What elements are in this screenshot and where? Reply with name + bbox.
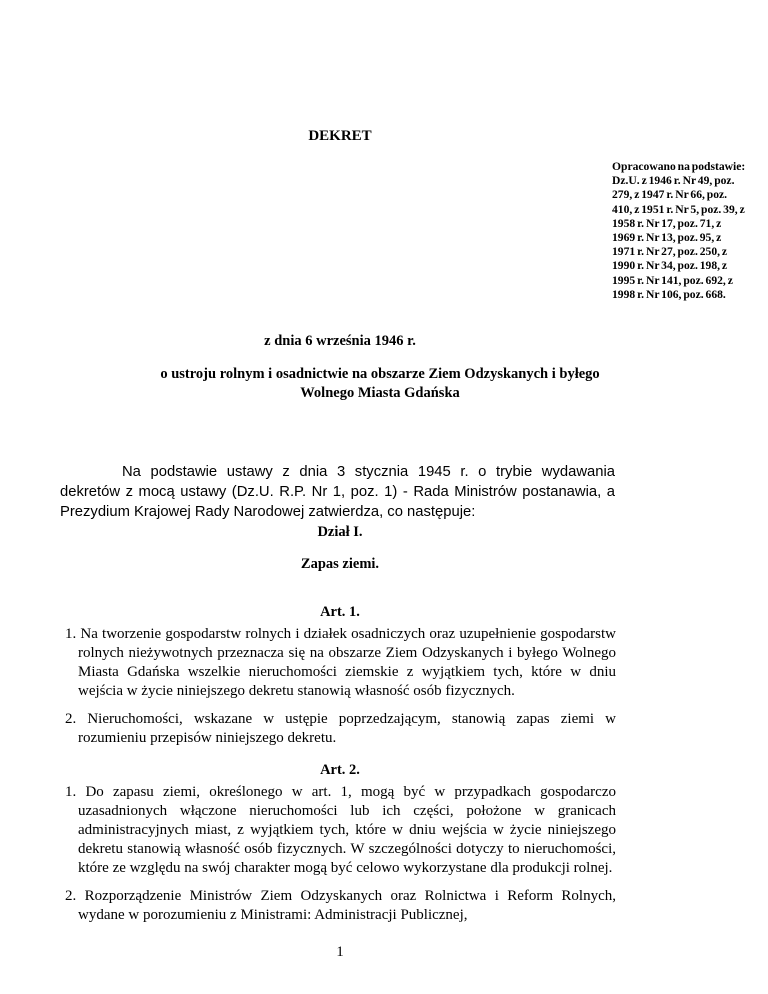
subject-line-1: o ustroju rolnym i osadnictwie na obszarze Ziem Odzyskanych i byłego — [160, 366, 600, 382]
article-1-paragraph-2: 2. Nieruchomości, wskazane w ustępie poprzedzającym, stanowią zapas ziemi w rozumieniu przepisów niniejszego dekretu. — [65, 711, 616, 746]
document-title: DEKRET — [308, 128, 372, 144]
page-number: 1 — [336, 944, 344, 960]
decree-date: z dnia 6 września 1946 r. — [264, 333, 416, 349]
decree-subject — [80, 365, 680, 403]
source-note: Opracowano na podstawie: Dz.U. z 1946 r. Nr 49, poz. 279, z 1947 r. Nr 66, poz. 410, z 1951 r. Nr 5, poz. 39, z 1958 r. Nr 17, poz. 71, z 1969 r. Nr 13, poz. 95, z 1971 r. Nr 27, poz. 250, z 1990 r. Nr 34, poz. 198, z 1995 r. Nr 141, poz. 692, z 1998 r. Nr 106, poz. 668. — [612, 160, 746, 301]
article-2-paragraph-1: 1. Do zapasu ziemi, określonego w art. 1, mogą być w przypadkach gospodarczo uzasadnionych włączone nieruchomości lub ich części, położone w granicach administracyjnych miast, z wyjątkiem tych, które w dniu wejścia w życie niniejszego dekretu stanowią własność osób fizycznych. W szczególności dotyczy to nieruchomości, które ze względu na swój charakter mogą być celowo wykorzystane dla produkcji rolnej. — [65, 784, 616, 876]
article-1-paragraph-1: 1. Na tworzenie gospodarstw rolnych i działek osadniczych oraz uzupełnienie gospodarstw rolnych nieżywotnych przeznacza się na obszarze Ziem Odzyskanych i byłego Wolnego Miasta Gdańska wszelkie nieruchomości ziemskie z wyjątkiem tych, które w dniu wejścia w życie niniejszego dekretu stanowią własność osób fizycznych. — [65, 626, 616, 699]
article-2-body — [60, 783, 616, 934]
subject-line-2: Wolnego Miasta Gdańska — [300, 385, 460, 401]
section-label: Dział I. — [317, 524, 363, 540]
preamble: Na podstawie ustawy z dnia 3 stycznia 1945 r. o trybie wydawania dekretów z mocą ustawy (Dz.U. R.P. Nr 1, poz. 1) - Rada Ministrów postanawia, a Prezydium Krajowej Rady Narodowej zatwierdza, co następuje: — [60, 464, 615, 520]
article-1-heading: Art. 1. — [320, 604, 360, 620]
article-2-paragraph-2: 2. Rozporządzenie Ministrów Ziem Odzyskanych oraz Rolnictwa i Reform Rolnych, wydane w porozumieniu z Ministrami: Administracji Publicznej, — [65, 888, 616, 923]
article-1-body — [60, 625, 616, 757]
article-2-heading: Art. 2. — [320, 762, 360, 778]
section-title: Zapas ziemi. — [300, 556, 380, 572]
